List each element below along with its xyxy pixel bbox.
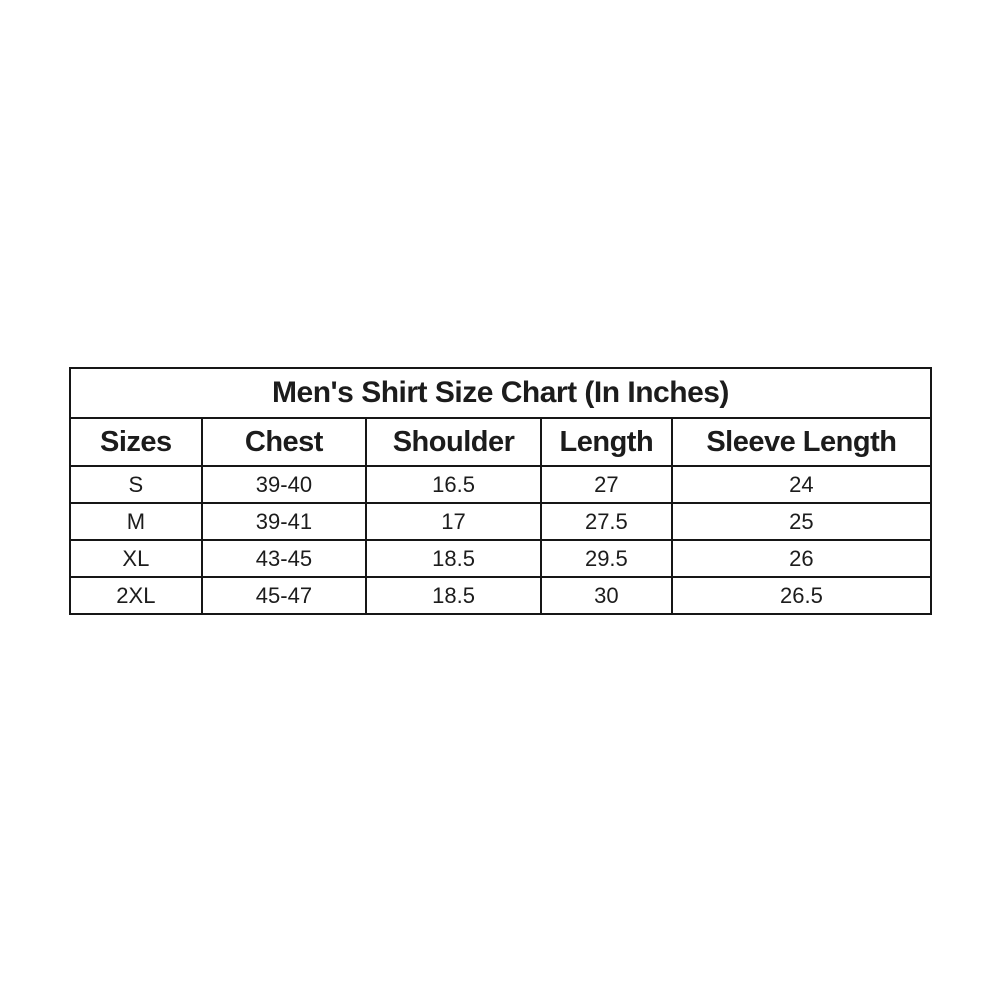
cell-chest: 39-41	[202, 503, 366, 540]
table-row-s	[70, 466, 931, 503]
column-header-shoulder: Shoulder	[366, 418, 541, 466]
cell-size: S	[70, 466, 202, 503]
cell-sleeve-length: 26.5	[672, 577, 931, 614]
size-chart-container	[69, 367, 932, 615]
column-header-chest: Chest	[202, 418, 366, 466]
cell-length: 30	[541, 577, 672, 614]
cell-sleeve-length: 25	[672, 503, 931, 540]
cell-length: 27	[541, 466, 672, 503]
cell-chest: 43-45	[202, 540, 366, 577]
cell-chest: 45-47	[202, 577, 366, 614]
cell-size: M	[70, 503, 202, 540]
column-header-length: Length	[541, 418, 672, 466]
chart-title: Men's Shirt Size Chart (In Inches)	[70, 368, 931, 418]
cell-sleeve-length: 24	[672, 466, 931, 503]
cell-shoulder: 16.5	[366, 466, 541, 503]
cell-chest: 39-40	[202, 466, 366, 503]
cell-length: 29.5	[541, 540, 672, 577]
cell-shoulder: 18.5	[366, 577, 541, 614]
cell-sleeve-length: 26	[672, 540, 931, 577]
table-row-xl	[70, 540, 931, 577]
cell-length: 27.5	[541, 503, 672, 540]
cell-shoulder: 17	[366, 503, 541, 540]
cell-shoulder: 18.5	[366, 540, 541, 577]
table-row-m	[70, 503, 931, 540]
cell-size: XL	[70, 540, 202, 577]
header-row	[70, 418, 931, 466]
cell-size: 2XL	[70, 577, 202, 614]
column-header-sizes: Sizes	[70, 418, 202, 466]
size-chart-table	[69, 367, 932, 615]
title-row	[70, 368, 931, 418]
table-row-2xl	[70, 577, 931, 614]
column-header-sleeve-length: Sleeve Length	[672, 418, 931, 466]
